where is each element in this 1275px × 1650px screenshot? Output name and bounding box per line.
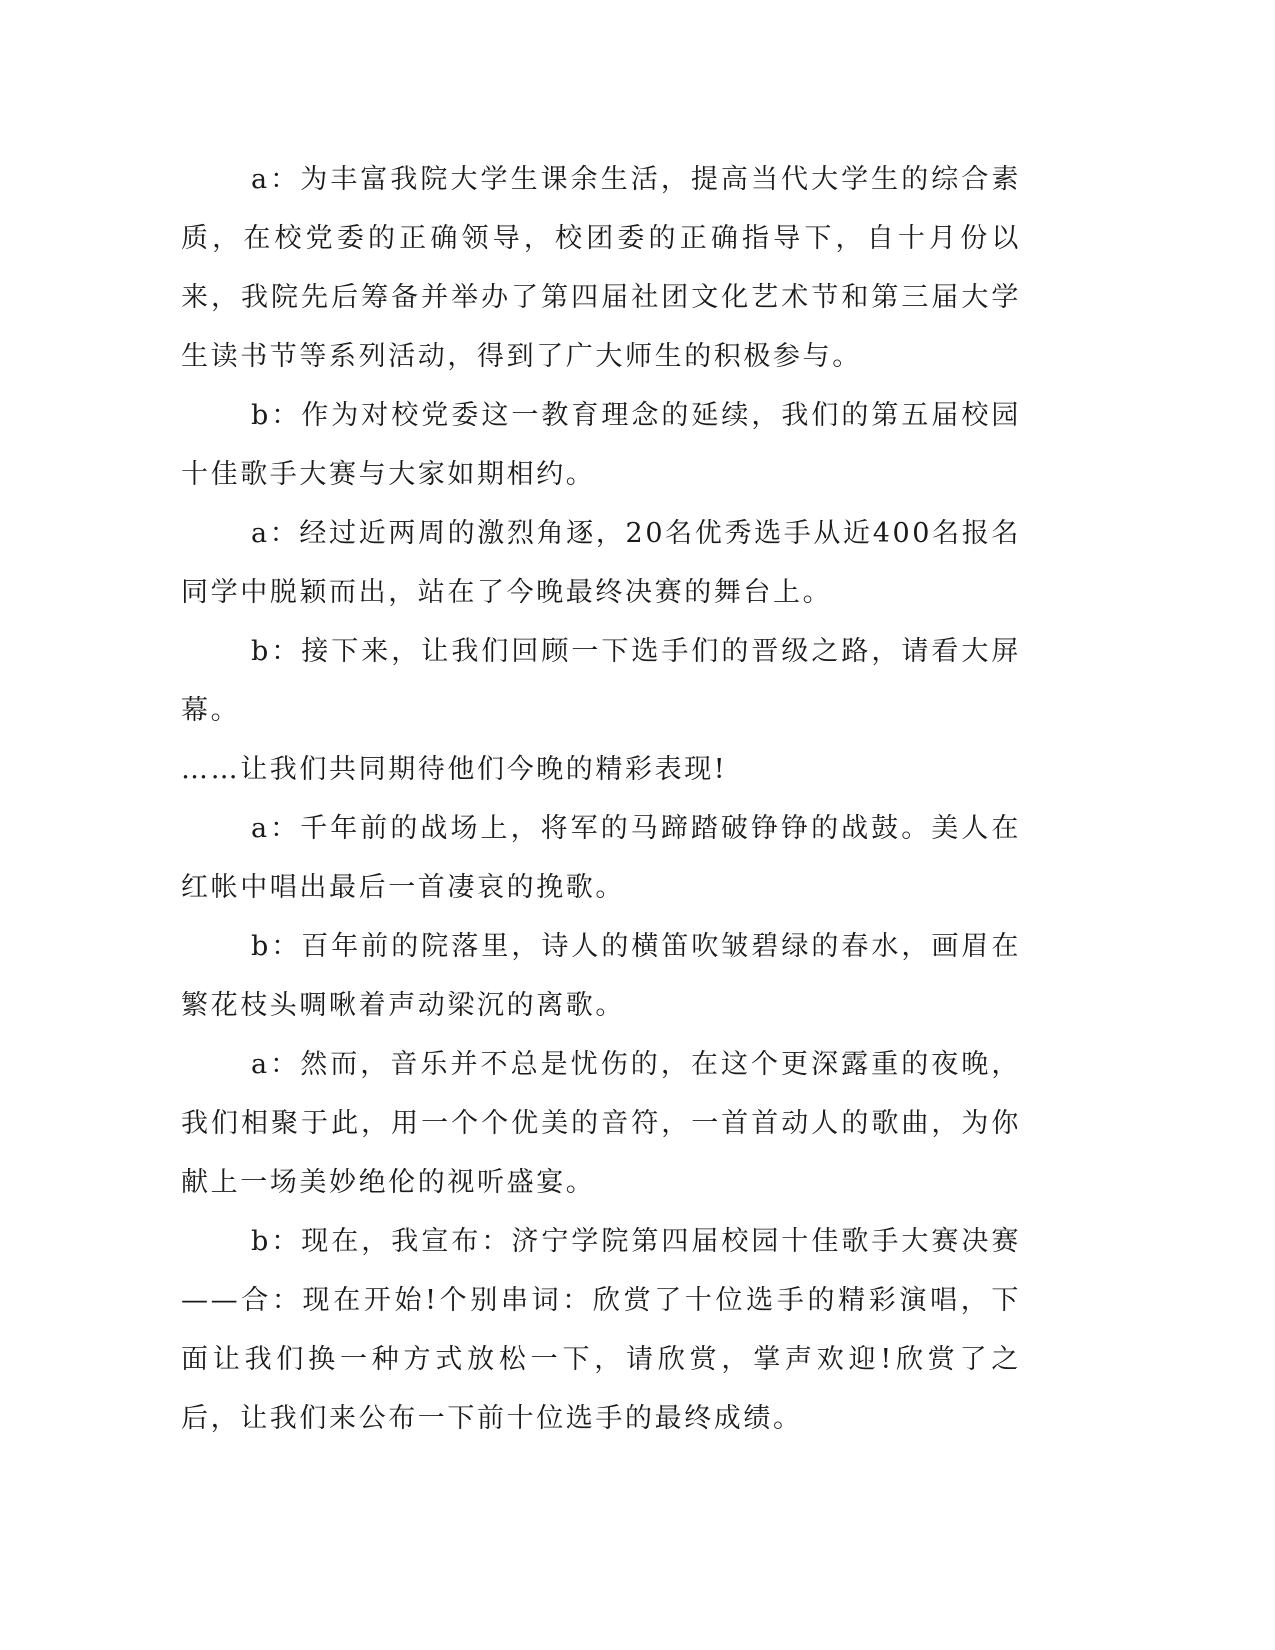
document-page [181,150,1021,1448]
paragraph-host-a-finalists: a：经过近两周的激烈角逐，20名优秀选手从近400名报名同学中脱颖而出，站在了今晚最终决赛的舞台上。 [181,518,1021,608]
paragraph-host-a-intro: a：为丰富我院大学生课余生活，提高当代大学生的综合素质，在校党委的正确领导，校团委的正确指导下，自十月份以来，我院先后筹备并举办了第四届社团文化艺术节和第三届大学生读书节等系列活动，得到了广大师生的积极参与。 [181,164,1021,372]
paragraph-host-b-review: b：接下来，让我们回顾一下选手们的晋级之路，请看大屏幕。 [181,636,1021,726]
paragraph-host-b-announcement: b：现在，我宣布：济宁学院第四届校园十佳歌手大赛决赛——合：现在开始!个别串词：欣赏了十位选手的精彩演唱，下面让我们换一种方式放松一下，请欣赏，掌声欢迎!欣赏了之后，让我们来公布一下前十位选手的最终成绩。 [181,1226,1021,1434]
paragraph-host-b-continuation: b：作为对校党委这一教育理念的延续，我们的第五届校园十佳歌手大赛与大家如期相约。 [181,400,1021,490]
paragraph-anticipation: ……让我们共同期待他们今晚的精彩表现! [181,754,728,785]
paragraph-host-a-music: a：然而，音乐并不总是忧伤的，在这个更深露重的夜晚，我们相聚于此，用一个个优美的音符，一首首动人的歌曲，为你献上一场美妙绝伦的视听盛宴。 [181,1049,1021,1198]
paragraph-host-b-courtyard: b：百年前的院落里，诗人的横笛吹皱碧绿的春水，画眉在繁花枝头啁啾着声动梁沉的离歌。 [181,931,1021,1021]
paragraph-host-a-battlefield: a：千年前的战场上，将军的马蹄踏破铮铮的战鼓。美人在红帐中唱出最后一首凄哀的挽歌。 [181,813,1021,903]
